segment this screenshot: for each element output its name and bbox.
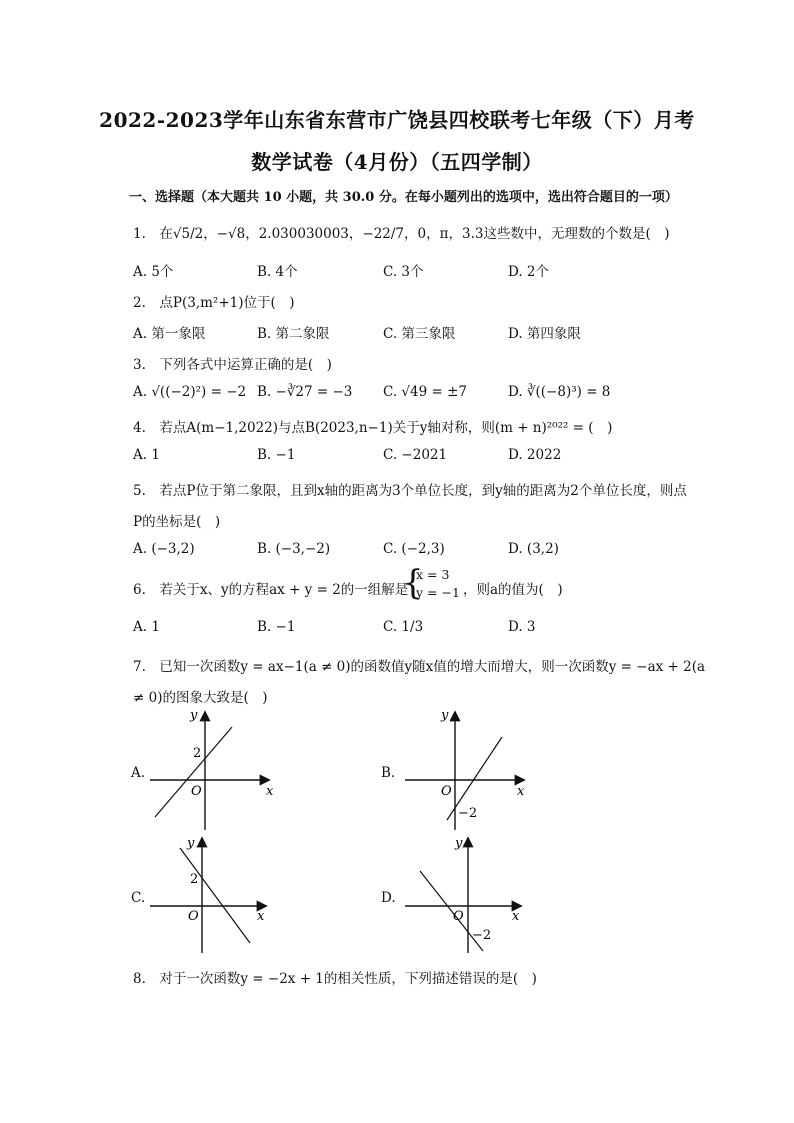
graph-c-label: C. — [131, 890, 146, 906]
graph-b — [405, 705, 535, 835]
graph-a — [150, 705, 280, 835]
question-4-option-b: B. −1 — [257, 447, 296, 463]
question-6-stem-pre: 6. 若关于x、y的方程ax + y = 2的一组解是 — [133, 582, 409, 598]
question-6-option-d: D. 3 — [508, 619, 536, 635]
question-4-option-a: A. 1 — [133, 447, 160, 463]
question-3-option-a: A. √((−2)²) = −2 — [133, 384, 247, 400]
page-title-line2: 数学试卷（4月份）（五四学制） — [251, 150, 543, 174]
graph-c — [150, 833, 280, 958]
y-axis-label: y — [441, 708, 449, 723]
question-3-stem: 3. 下列各式中运算正确的是( ) — [133, 357, 332, 373]
y-axis-label: y — [187, 836, 195, 851]
question-3-option-c: C. √49 = ±7 — [383, 384, 468, 400]
function-line — [180, 848, 250, 943]
intercept-label: 2 — [193, 746, 202, 761]
question-4-stem: 4. 若点A(m−1,2022)与点B(2023,n−1)关于y轴对称，则(m + n)²⁰²² = ( ) — [133, 420, 613, 436]
question-6-system-line2: y = −1 — [416, 585, 460, 600]
question-1-option-d: D. 2个 — [508, 264, 550, 280]
question-6-option-a: A. 1 — [133, 619, 160, 635]
question-7-stem-line1: 7. 已知一次函数y = ax−1(a ≠ 0)的函数值y随x值的增大而增大，则一次函数y = −ax + 2(a — [133, 659, 706, 675]
origin-label: O — [441, 784, 452, 799]
x-axis-label: x — [266, 784, 274, 799]
graph-d — [405, 833, 535, 958]
question-2-option-a: A. 第一象限 — [133, 326, 206, 342]
question-6-option-c: C. 1/3 — [383, 619, 424, 635]
question-3-option-b: B. −∛27 = −3 — [257, 384, 353, 400]
graph-a-label: A. — [131, 765, 146, 781]
x-axis-label: x — [517, 784, 525, 799]
origin-label: O — [188, 909, 199, 924]
y-axis-label: y — [190, 708, 198, 723]
question-5-option-b: B. (−3,−2) — [257, 541, 331, 557]
question-1-option-b: B. 4个 — [257, 264, 298, 280]
question-2-option-d: D. 第四象限 — [508, 326, 581, 342]
question-8-stem: 8. 对于一次函数y = −2x + 1的相关性质，下列描述错误的是( ) — [133, 971, 537, 987]
question-5-option-a: A. (−3,2) — [133, 541, 195, 557]
question-5-option-d: D. (3,2) — [508, 541, 559, 557]
question-5-stem-line2: P的坐标是( ) — [133, 514, 221, 530]
question-5-option-c: C. (−2,3) — [383, 541, 445, 557]
question-5-stem-line1: 5. 若点P位于第二象限，且到x轴的距离为3个单位长度，到y轴的距离为2个单位长度，则点 — [133, 483, 687, 499]
origin-label: O — [453, 909, 464, 924]
brace-symbol: { — [402, 563, 424, 603]
question-6-option-b: B. −1 — [257, 619, 296, 635]
question-4-option-d: D. 2022 — [508, 447, 562, 463]
question-7-stem-line2: ≠ 0)的图象大致是( ) — [133, 690, 268, 706]
question-1-option-c: C. 3个 — [383, 264, 424, 280]
x-axis-label: x — [512, 909, 520, 924]
question-6-stem-post: ，则a的值为( ) — [463, 582, 563, 598]
question-3-option-d: D. ∛((−8)³) = 8 — [508, 384, 611, 400]
question-6-system-line1: x = 3 — [416, 567, 450, 582]
question-2-option-b: B. 第二象限 — [257, 326, 330, 342]
origin-label: O — [191, 784, 202, 799]
intercept-label: −2 — [472, 928, 492, 943]
y-axis-label: y — [455, 836, 463, 851]
x-axis-label: x — [257, 909, 265, 924]
question-1-option-a: A. 5个 — [133, 264, 174, 280]
graph-d-label: D. — [381, 890, 396, 906]
intercept-label: −2 — [458, 806, 478, 821]
function-line — [155, 727, 232, 817]
question-2-option-c: C. 第三象限 — [383, 326, 456, 342]
page-title-line1: 2022-2023学年山东省东营市广饶县四校联考七年级（下）月考 — [99, 108, 695, 132]
section-heading: 一、选择题（本大题共 10 小题，共 30.0 分。在每小题列出的选项中，选出符合题目的一项） — [129, 190, 678, 205]
question-1-stem: 1. 在√5/2，−√8，2.030030003，−22/7，0，π，3.3这些数中，无理数的个数是( ) — [133, 226, 670, 242]
question-4-option-c: C. −2021 — [383, 447, 448, 463]
intercept-label: 2 — [190, 872, 199, 887]
question-2-stem: 2. 点P(3,m²+1)位于( ) — [133, 295, 295, 311]
graph-b-label: B. — [381, 765, 396, 781]
